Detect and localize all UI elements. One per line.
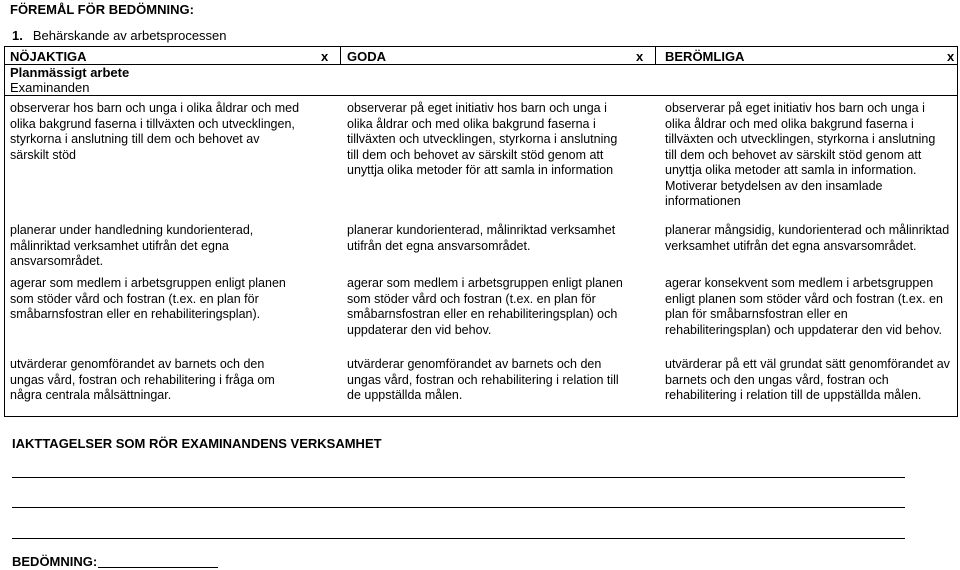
level-good-label: GODA: [347, 49, 386, 64]
section-number: 1.: [12, 28, 23, 43]
criteria-cell-satisfactory: utvärderar genomförandet av barnets och den ungas vård, fostran och rehabilitering i fråga om några centrala målsättningar.: [10, 357, 275, 402]
table-top-border: [4, 46, 958, 47]
criteria-cell-good: agerar som medlem i arbetsgruppen enligt planen som stöder vård och fostran (t.ex. en plan för småbarnsfostran eller en rehabiliteringsplan) och uppdaterar den vid behov.: [347, 276, 623, 337]
level-col-divider: [655, 46, 656, 65]
criteria-cell-satisfactory: agerar som medlem i arbetsgruppen enligt planen som stöder vård och fostran (t.ex. en plan för småbarnsfostran eller en rehabiliteringsplan).: [10, 276, 286, 321]
examiner-label: Examinanden: [10, 80, 90, 95]
criteria-cell-excellent: planerar mångsidig, kundorienterad och målinriktad verksamhet utifrån det egna ansvarsområdet.: [665, 223, 950, 253]
observations-title: IAKTTAGELSER SOM RÖR EXAMINANDENS VERKSAMHET: [12, 436, 382, 451]
form-heading: FÖREMÅL FÖR BEDÖMNING:: [10, 2, 194, 17]
table-bottom-border: [4, 416, 958, 417]
examiner-row-divider: [4, 95, 958, 96]
section-heading: [12, 28, 227, 43]
assessment-line[interactable]: [98, 567, 218, 568]
observation-line[interactable]: [12, 477, 905, 478]
table-right-border: [957, 46, 958, 416]
criteria-cell-excellent: observerar på eget initiativ hos barn och unga i olika åldrar och med olika bakgrund faserna i tillväxten och utvecklingen, styrkorna i anslutning till dem och behovet av särskilt stöd genom att unyttja olika metoder att samla in information. Motiverar betydelsen av den insamlade informationen: [665, 101, 936, 208]
level-col-divider: [340, 46, 341, 65]
table-left-border: [4, 46, 5, 416]
criteria-cell-good: observerar på eget initiativ hos barn och unga i olika åldrar och med olika bakgrund faserna i tillväxten och utvecklingen, styrkorna i anslutning till dem och behovet av särskilt stöd genom att unyttja olika metoder för att samla in information: [347, 101, 618, 177]
level-satisfactory-mark: x: [321, 49, 329, 64]
level-excellent-label: BERÖMLIGA: [665, 49, 745, 64]
level-row-divider: [4, 64, 958, 65]
section-title: Behärskande av arbetsprocessen: [32, 28, 227, 43]
assessment-label: BEDÖMNING:: [12, 554, 98, 569]
criterion-title: Planmässigt arbete: [10, 65, 130, 80]
criteria-cell-excellent: utvärderar på ett väl grundat sätt genomförandet av barnets och den ungas vård, fostran och rehabilitering i relation till de uppställda målen.: [665, 357, 950, 402]
criteria-cell-excellent: agerar konsekvent som medlem i arbetsgruppen enligt planen som stöder vård och fostran (t.ex. en plan för småbarnsfostran eller en rehabiliteringsplan) och uppdaterar den vid behov.: [665, 276, 943, 337]
criteria-cell-satisfactory: planerar under handledning kundorienterad, målinriktad verksamhet utifrån det egna ansvarsområdet.: [10, 223, 254, 268]
level-satisfactory-label: NÖJAKTIGA: [10, 49, 87, 64]
criteria-cell-good: utvärderar genomförandet av barnets och den ungas vård, fostran och rehabilitering i relation till de uppställda målen.: [347, 357, 619, 402]
level-good-mark: x: [636, 49, 644, 64]
criteria-cell-satisfactory: observerar hos barn och unga i olika åldrar och med olika bakgrund faserna i tillväxten och utvecklingen, styrkorna i anslutning till dem och behovet av särskilt stöd: [10, 101, 300, 162]
level-excellent-mark: x: [947, 49, 955, 64]
observation-line[interactable]: [12, 538, 905, 539]
observation-line[interactable]: [12, 507, 905, 508]
criteria-cell-good: planerar kundorienterad, målinriktad verksamhet utifrån det egna ansvarsområdet.: [347, 223, 616, 253]
